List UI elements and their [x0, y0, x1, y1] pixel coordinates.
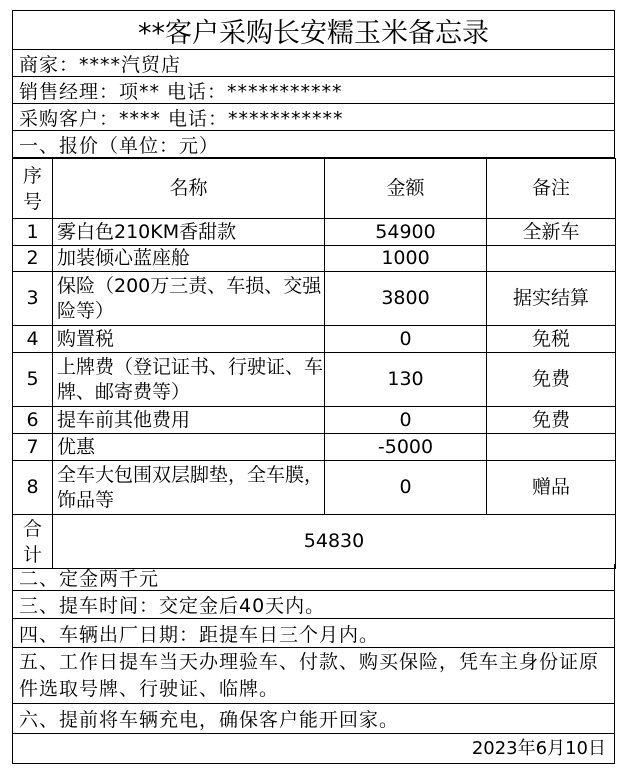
row-amount: 54900: [325, 219, 487, 246]
row-note: 全新车: [487, 219, 616, 246]
row-name: 购置税: [53, 326, 325, 353]
row-amount: -5000: [325, 434, 487, 461]
row-note: [487, 434, 616, 461]
row-no: 5: [13, 353, 53, 407]
section-factory-date: 四、车辆出厂日期：距提车日三个月内。: [12, 619, 615, 648]
row-no: 2: [13, 246, 53, 272]
section-charging: 六、提前将车辆充电，确保客户能开回家。: [12, 704, 615, 734]
row-note: [487, 246, 616, 272]
row-note: 免费: [487, 353, 616, 407]
total-value: 54830: [53, 515, 616, 569]
row-amount: 0: [325, 461, 487, 515]
customer-line: 采购客户：**** 电话：***********: [12, 104, 615, 131]
row-note: 免费: [487, 407, 616, 434]
table-row: [13, 246, 616, 272]
section-pickup-time: 三、提车时间：交定金后40天内。: [12, 591, 615, 619]
sales-manager-line: 销售经理：项** 电话：***********: [12, 77, 615, 104]
table-row: [13, 272, 616, 326]
row-note: 免税: [487, 326, 616, 353]
section-pickup-procedure: 五、工作日提车当天办理验车、付款、购买保险，凭车主身份证原件选取号牌、行驶证、临牌。: [12, 648, 615, 704]
row-note: 据实结算: [487, 272, 616, 326]
row-amount: 1000: [325, 246, 487, 272]
row-no: 3: [13, 272, 53, 326]
header-amount: 金额: [325, 159, 487, 219]
header-no: 序号: [13, 159, 53, 219]
row-name: 提车前其他费用: [53, 407, 325, 434]
row-amount: 3800: [325, 272, 487, 326]
table-row: [13, 407, 616, 434]
table-row: [13, 353, 616, 407]
row-amount: 0: [325, 407, 487, 434]
row-no: 4: [13, 326, 53, 353]
table-row: [13, 434, 616, 461]
section-deposit: 二、定金两千元: [12, 564, 615, 591]
header-name: 名称: [53, 159, 325, 219]
row-amount: 0: [325, 326, 487, 353]
row-name: 保险（200万三责、车损、交强险等）: [53, 272, 325, 326]
row-no: 7: [13, 434, 53, 461]
row-name: 加装倾心蓝座舱: [53, 246, 325, 272]
table-row: [13, 461, 616, 515]
quote-table: [12, 158, 616, 569]
row-amount: 130: [325, 353, 487, 407]
row-name: 雾白色210KM香甜款: [53, 219, 325, 246]
page-title: **客户采购长安糯玉米备忘录: [12, 10, 615, 50]
row-no: 6: [13, 407, 53, 434]
row-name: 优惠: [53, 434, 325, 461]
total-row: [13, 515, 616, 569]
table-row: [13, 326, 616, 353]
row-note: 赠品: [487, 461, 616, 515]
table-row: [13, 219, 616, 246]
merchant-line: 商家：****汽贸店: [12, 50, 615, 77]
row-no: 8: [13, 461, 53, 515]
row-no: 1: [13, 219, 53, 246]
memo-date: 2023年6月10日: [12, 734, 615, 764]
row-name: 上牌费（登记证书、行驶证、车牌、邮寄费等）: [53, 353, 325, 407]
header-note: 备注: [487, 159, 616, 219]
row-name: 全车大包围双层脚垫，全车膜，饰品等: [53, 461, 325, 515]
section-quote-heading: 一、报价（单位：元）: [12, 131, 615, 158]
total-label: 合计: [13, 515, 53, 569]
table-header-row: [13, 159, 616, 219]
